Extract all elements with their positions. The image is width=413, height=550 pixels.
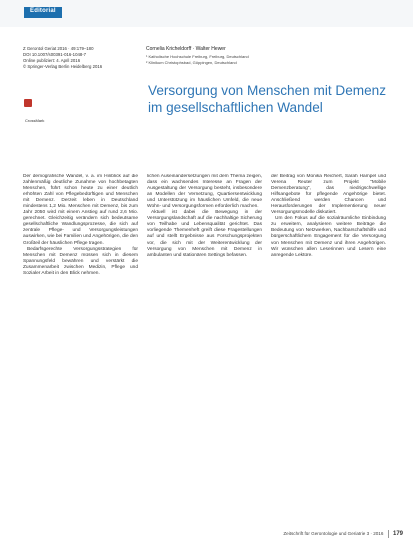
- meta-online-date: Online publiziert: 4. April 2016: [23, 58, 81, 64]
- footer-divider: [388, 530, 389, 538]
- header-band: [0, 0, 413, 27]
- author-block: [146, 46, 321, 65]
- section-tag: Editorial: [24, 7, 62, 18]
- affiliation-2: ² Klinikum Christophsbad, Göppingen, Deutschland: [146, 59, 237, 65]
- meta-doi[interactable]: DOI 10.1007/s00391-016-1048-7: [23, 52, 87, 58]
- text-column-3: [271, 174, 386, 524]
- column-2-paragraph-1: lichen Auseinandersetzungen mit dem Thema zeigen, dass ein wachsendes Interesse an Fragen der Ausgestaltung der Versorgung besteht, insbesondere an Modellen der Vernetzung, Quartiersentwicklung und Unterstützung im häuslichen Umfeld, die neue Wohn- und Versorgungsformen erforderlich machen.: [147, 174, 262, 210]
- meta-copyright: © Springer-Verlag Berlin Heidelberg 2016: [23, 64, 103, 70]
- article-meta: [23, 46, 141, 70]
- crossmark-logo[interactable]: [24, 94, 54, 124]
- column-2-paragraph-2: Aktuell ist dabei die Bewegung in der Versorgungslandschaft auf die nachhaltige Sicherung von Teilhabe und Lebensqualität gerichtet. Das vorliegende Themenheft greift diese Fragestellungen auf und stellt Ergebnisse aus Forschungsprojekten vor, die sich mit der Weiterentwicklung der Versorgung von Menschen mit Demenz in ambulanten und stationären Settings befassen.: [147, 210, 262, 258]
- article-title: Versorgung von Menschen mit Demenz im gesellschaftlichen Wandel: [148, 83, 387, 115]
- text-column-1: [23, 174, 138, 524]
- crossmark-label: CrossMark: [25, 118, 45, 124]
- column-1-paragraph-2: Bedarfsgerechte Versorgungsstrategien für Menschen mit Demenz müssen sich in diesem Spannungsfeld bewähren und verstärkt die Zusammenarbeit zwischen Medizin, Pflege und Sozialer Arbeit in den Blick nehmen.: [23, 246, 138, 276]
- page-footer: [283, 530, 403, 538]
- column-3-paragraph-1: der Beitrag von Monika Reichert, Sarah Hampel und Verena Reuter zum Projekt "Mobile Demenzberatung", das niedrigschwellige Hilfsangebote für pflegende Angehörige bietet. Anschließend werden Chancen und Herausforderungen der Implementierung neuer Versorgungsmodelle diskutiert.: [271, 174, 386, 216]
- crossmark-icon: [24, 99, 32, 107]
- author-affiliations: [146, 54, 321, 65]
- affiliation-1: ¹ Katholische Hochschule Freiburg, Freiburg, Deutschland: [146, 54, 249, 59]
- footer-journal: Zeitschrift für Gerontologie und Geriatrie 3 · 2016: [283, 531, 384, 537]
- column-3-paragraph-2: Um den Fokus auf die sozialräumliche Einbindung zu erweitern, analysieren weitere Beiträge die Bedeutung von Netzwerken, Nachbarschaftshilfe und bürgerschaftlichem Engagement für die Versorgung von Menschen mit Demenz und ihren Angehörigen. Wir wünschen allen Leserinnen und Lesern eine anregende Lektüre.: [271, 216, 386, 258]
- text-column-2: [147, 174, 262, 524]
- meta-citation: Z Gerontol Geriat 2016 · 49:179–180: [23, 46, 94, 51]
- author-names: Cornelia Kricheldorff · Walter Hewer: [146, 46, 226, 52]
- page-number: 179: [392, 531, 403, 537]
- column-1-paragraph-1: Der demografische Wandel, v. a. im Hinblick auf die zahlenmäßig deutliche Zunahme von hochbetagten Menschen, führt schon heute zu einer deutlich erhöhten Zahl von Pflegebedürftigen und Menschen mit Demenz. Derzeit leben in Deutschland mindestens 1,2 Mio. Menschen mit Demenz, bis zum Jahr 2050 wird mit einem Anstieg auf rund 2,6 Mio. gerechnet. Gleichzeitig verändern sich bedeutsame gesellschaftliche Wandlungsprozesse, die sich auf zentrale Pflege- und Versorgungsleistungen auswirken, wie bei Familien und Angehörigen, die den Großteil der häuslichen Pflege tragen.: [23, 174, 138, 246]
